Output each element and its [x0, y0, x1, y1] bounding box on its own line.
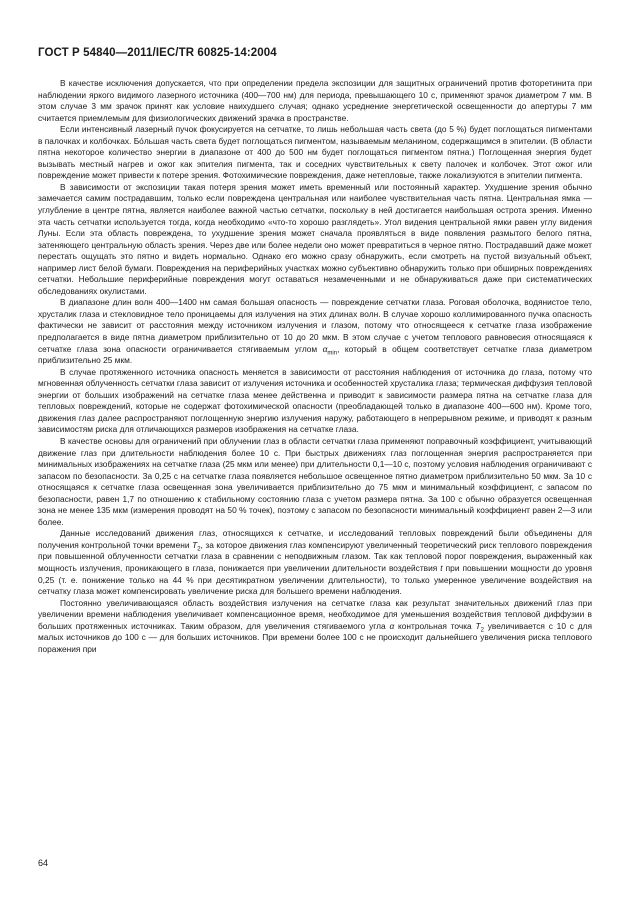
paragraph-text: увеличивается с 10 с для малых источников до 100 с — для больших источников. При времени более 100 с не происходит дальнейшего увеличения риска теплового поражения при: [38, 620, 592, 654]
t-symbol: t: [440, 562, 443, 573]
paragraph-text: Данные исследований движения глаз, относящихся к сетчатке, и исследований тепловых повреждений были объединены для получения контрольной точки времени: [38, 528, 592, 550]
paragraph-text: , за которое движения глаз компенсируют увеличенный теоретический риск теплового повреждения при повышенной облученности сетчатки глаза в сравнении с неподвижным глазом. Так как тепловой порог повреждения, выраженный как мощность излучения, проникающего в глаза, понижается при увеличении длительности воздействия: [38, 539, 592, 573]
paragraph: В качестве основы для ограничений при облучении глаз в области сетчатки глаза применяют поправочный коэффициент, учитывающий движение глаз при длительности наблюдения более 10 с. При быстрых движениях глаз поглощенная энергия распространяется при минимальных изображениях на сетчатке глаза (25 мкм или менее) при длительности 0,1—10 с, поэтому условия наблюдения ограничивают с запасом по безопасности. За 0,25 с на сетчатке глаза появляется небольшое освещенное пятно диаметром приблизительно 50 мкм. За 10 с относящаяся к сетчатке глаза освещенная зона увеличивается приблизительно до 75 мкм и минимальный коэффициент, с запасом по безопасности, равен 1,7 по отношению к стабильному состоянию глаза с учетом размера пятна. За 100 с обычно образуется освещенная зона не менее 135 мкм (измерения проводят на 50 % точек), поэтому с запасом по безопасности минимальный коэффициент равен 2—3 или более.: [38, 435, 592, 527]
time-subscript: 2: [197, 546, 201, 553]
paragraph: [38, 528, 592, 597]
paragraph-text: , который в общем соответствует сетчатке глаза диаметром приблизительно 25 мкм.: [38, 343, 592, 366]
paragraph-text: контрольная точка: [398, 620, 472, 631]
time-symbol: T: [475, 620, 481, 631]
paragraph-text: Постоянно увеличивающаяся область воздействия излучения на сетчатке глаза как результат значительных движений глаз при увеличении времени наблюдения увеличивает компенсационное время, необходимое для уменьшения воздействия тепловой диффузии в больших протяженных источниках. Таким образом, для увеличения стягиваемого угла: [38, 597, 592, 631]
time-symbol: T: [192, 539, 198, 550]
alpha-symbol: α: [322, 343, 328, 354]
paragraph-text: при повышении мощности до уровня 0,25 (т. е. понижение только на 44 % при десятикратном увеличении длительности), то только умеренное увеличение воздействия на сетчатку глаза может компенсировать увеличение риска для большего времени наблюдения.: [38, 562, 592, 597]
page-number: 64: [38, 858, 49, 868]
body-text: [38, 78, 592, 655]
paragraph: В качестве исключения допускается, что при определении предела экспозиции для защитных ограничений против фоторетинита при наблюдении яркого видимого лазерного источника (400—700 нм) для периода, превышающего 10 с, применяют зрачок диаметром 7 мм. В этом случае 3 мм зрачок принят как условие наихудшего случая; однако усреднение энергетической освещенности до апертуры 7 мм считается приемлемым для физиологических движений зрачка в пространстве.: [38, 78, 592, 123]
paragraph: Если интенсивный лазерный пучок фокусируется на сетчатке, то лишь небольшая часть света (до 5 %) будет поглощаться пигментами в палочках и колбочках. Бо́льшая часть света будет поглощаться пигментом, называемым меланином, содержащимся в эпителии. (В области пятна некоторое количество энергии в диапазоне от 400 до 500 нм будет поглощаться пигментом пятна.) Поглощенная энергия будет вызывать местный нагрев и ожог как эпителия пигмента, так и соседних чувствительных к свету палочек и колбочек. Этот ожог или повреждение может привести к потере зрения. Фотохимические повреждения, даже нетепловые, также локализуются в эпителии пигмента.: [38, 124, 592, 181]
alpha-symbol: α: [389, 620, 395, 631]
alpha-subscript: min: [327, 350, 338, 357]
time-subscript: 2: [480, 627, 484, 634]
paragraph-text: В диапазоне длин волн 400—1400 нм самая большая опасность — повреждение сетчатки глаза. Роговая оболочка, водянистое тело, хрусталик глаза и стекловидное тело проницаемы для излучения на этих длинах волн. В случае хорошо коллимированного пучка опасность фактически не зависит от расстояния между источником излучения и глазом, потому что относящееся к сетчатке глаза изображение предполагается в виде пятна диаметром приблизительно от 10 до 20 мкм. В этом случае с учетом теплового равновесия относящаяся к сетчатке глаза зона опасности ограничивается стягиваемым углом: [38, 297, 592, 354]
paragraph: [38, 598, 592, 656]
document-header: ГОСТ Р 54840—2011/IEC/TR 60825-14:2004: [38, 47, 277, 59]
paragraph: В случае протяженного источника опасность меняется в зависимости от расстояния наблюдения от источника до глаза, потому что мгновенная облученность сетчатки глаза зависит от излучения источника и особенностей хрусталика глаза; термическая диффузия тепловой энергии от больших изображений на сетчатке глаза менее действенна и приводит к зависимости размера пятна на сетчатке глаза для тепловых повреждений, которые не содержат фотохимической опасности (преобладающей только в диапазоне 400—600 нм). Кроме того, движения глаз далее распространяют поглощенную энергию излучения наружу, работающего в непрерывном режиме, и приводят к разным зависимостям риска для отличающихся размеров изображения на сетчатке глаза.: [38, 366, 592, 435]
paragraph: В зависимости от экспозиции такая потеря зрения может иметь временный или постоянный характер. Ухудшение зрения обычно замечается самим пострадавшим, только если повреждена центральная или наиболее чувствительная часть пятна. Центральная ямка — углубление в центре пятна, является наиболее важной частью сетчатки, поскольку в ней достигается наибольшая острота зрения. Именно эта часть сетчатки используется тогда, когда необходимо «что-то хорошо разглядеть». Угол видения центральной ямки равен углу видения Луны. Если эта область повреждена, то ухудшение зрения может сначала проявляться в виде появления размытого белого пятна, затеняющего центральную область зрения. Через две или более недели оно может превратиться в черное пятно. Пострадавший даже может перестать ощущать это пятно и видеть нормально. Однако его можно сразу обнаружить, если смотреть на пустой визуальный объект, например лист белой бумаги. Повреждения на периферийных участках можно субъективно обнаружить только при обширных повреждениях сетчатки. Небольшие периферийные повреждения могут оставаться незамеченными и не обнаруживаться даже при систематических обследованиях окулистами.: [38, 181, 592, 296]
paragraph: [38, 297, 592, 366]
